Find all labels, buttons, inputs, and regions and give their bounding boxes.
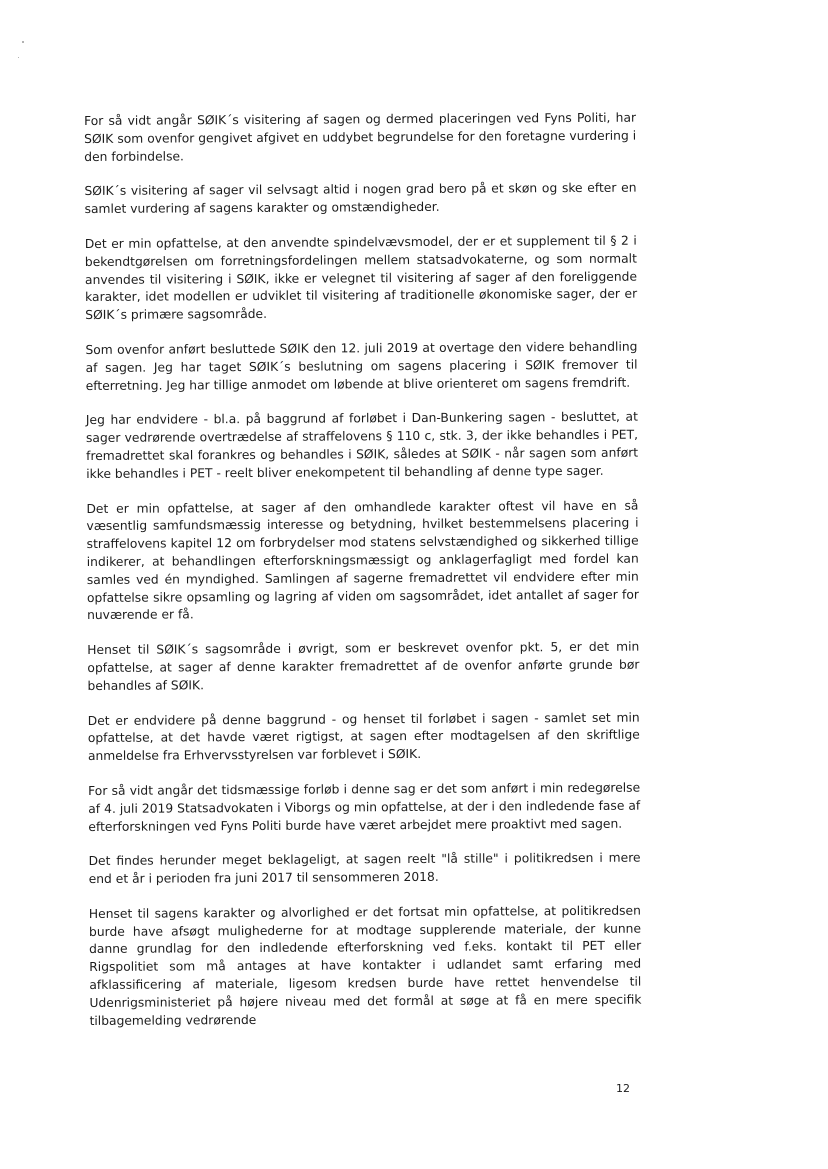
document-body [84, 110, 642, 1048]
paragraph: For så vidt angår SØIK´s visitering af sagen og dermed placeringen ved Fyns Politi, har SØIK som ovenfor gengivet afgivet en uddybet begrundelse for den foretagne vurdering i den forbindelse. [84, 110, 637, 164]
paragraph: Det er min opfattelse, at den anvendte spindelvævsmodel, der er et supplement til § 2 i bekendtgørelsen om forretningsfordelingen mellem statsadvokaterne, og som normalt anvendes til visitering i SØIK, ikke er velegnet til visitering af sager af den foreliggende karakter, idet modellen er udviklet til visitering af traditionelle økonomiske sager, der er SØIK´s primære sagsområde. [84, 233, 638, 323]
paragraph: For så vidt angår det tidsmæssige forløb i denne sag er det som anført i min redegørelse af 4. juli 2019 Statsadvokaten i Viborgs og min opfattelse, at der i den indledende fase af efterforskningen ved Fyns Politi burde have været arbejdet mere proaktivt med sagen. [88, 780, 641, 834]
scan-speck [18, 57, 19, 58]
page-number: 12 [616, 1082, 630, 1095]
paragraph: Det findes herunder meget beklageligt, at sagen reelt "lå stille" i politikredsen i mere end et år i perioden fra juni 2017 til sensommeren 2018. [88, 850, 641, 887]
paragraph: SØIK´s visitering af sager vil selvsagt altid i nogen grad bero på et skøn og ske efter en samlet vurdering af sagens karakter og omstændigheder. [84, 181, 637, 217]
paragraph: Henset til SØIK´s sagsområde i øvrigt, som er beskrevet ovenfor pkt. 5, er det min opfattelse, at sager af denne karakter fremadrettet af de ovenfor anførte grunde bør behandles af SØIK. [87, 639, 640, 693]
paragraph: Det er min opfattelse, at sager af den omhandlede karakter oftest vil have en så væsentlig samfundsmæssig interesse og betydning, hvilket bestemmelsens placering i straffelovens kapitel 12 om forbrydelser mod statens selvstændighed og sikkerhed tillige indikerer, at behandlingen efterforskningsmæssigt og anklagerfagligt med fordel kan samles ved én myndighed. Samlingen af sagerne fremadrettet vil endvidere efter min opfattelse sikre opsamling og lagring af viden om sagsområdet, idet antallet af sager for nuværende er få. [86, 498, 639, 623]
scan-speck [22, 41, 24, 43]
paragraph: Henset til sagens karakter og alvorlighed er det fortsat min opfattelse, at politikredsen burde have afsøgt mulighederne for at modtage supplerende materiale, der kunne danne grundlag for den indledende efterforskning ved f.eks. kontakt til PET eller Rigspolitiet som må antages at have kontakter i udlandet samt erfaring med afklassificering af materiale, ligesom kredsen burde have rettet henvendelse til Udenrigsministeriet på højere niveau med det formål at søge at få en mere specifik tilbagemelding vedrørende [88, 903, 642, 1028]
paragraph: Som ovenfor anført besluttede SØIK den 12. juli 2019 at overtage den videre behandling af sagen. Jeg har taget SØIK´s beslutning om sagens placering i SØIK fremover til efterretning. Jeg har tillige anmodet om løbende at blive orienteret om sagens fremdrift. [85, 339, 638, 393]
paragraph: Det er endvidere på denne baggrund - og henset til forløbet i sagen - samlet set min opfattelse, at det havde været rigtigst, at sagen efter modtagelsen af den skriftlige anmeldelse fra Erhvervsstyrelsen var forblevet i SØIK. [87, 710, 640, 764]
paragraph: Jeg har endvidere - bl.a. på baggrund af forløbet i Dan-Bunkering sagen - besluttet, at sager vedrørende overtrædelse af straffelovens § 110 c, stk. 3, der ikke behandles i PET, fremadrettet skal forankres og behandles i SØIK, således at SØIK - når sagen som anført ikke behandles i PET - reelt bliver enekompetent til behandling af denne type sager. [85, 409, 639, 481]
